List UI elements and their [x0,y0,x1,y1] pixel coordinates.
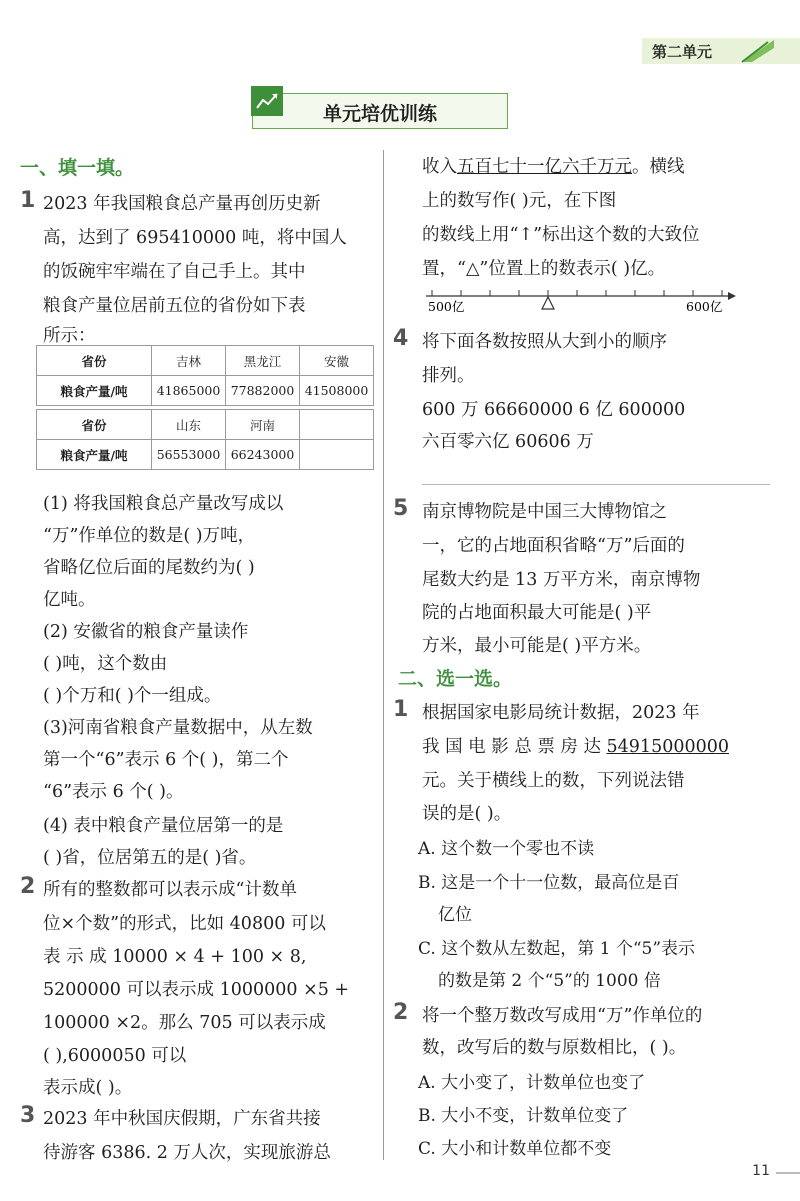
q4-line: 将下面各数按照从大到小的顺序 [422,332,667,352]
q1-sub-line: 第一个“6”表示 6 个( )，第二个 [43,750,289,770]
c1-line [422,733,729,758]
section-fill-heading: 一、填一填。 [20,157,135,179]
table-cell: 56553000 [152,440,226,470]
table-header-cell: 省份 [37,346,152,376]
number-line-left-label: 500亿 [428,299,465,314]
q1-sub-line: “万”作单位的数是( )万吨， [43,526,256,546]
q5-line: 尾数大约是 13 万平方米，南京博物 [422,570,701,590]
c2-option-c: C. 大小和计数单位都不变 [418,1139,612,1159]
triangle-marker-icon [542,297,554,309]
q1-line: 2023 年我国粮食总产量再创历史新 [43,194,321,214]
q1-number: 1 [20,188,36,213]
table-cell: 黑龙江 [226,346,300,376]
q2-line: ( ),6000050 可以 [43,1046,187,1066]
c2-option-a: A. 大小变了，计数单位也变了 [418,1073,646,1093]
c2-line: 数，改写后的数与原数相比，( )。 [422,1038,687,1058]
unit-label: 第二单元 [652,43,713,61]
q4-line: 排列。 [422,366,475,386]
q3-continued-line: 上的数写作( )元，在下图 [422,191,617,211]
q2-line: 表 示 成 10000 × 4 + 100 × 8, [43,947,307,967]
q1-line: 所示： [43,326,96,346]
q4-number: 4 [393,326,409,351]
table-header-cell: 粮食产量/吨 [37,440,152,470]
q2-line: 位×个数”的形式，比如 40800 可以 [43,914,326,934]
table-cell: 41865000 [152,376,226,406]
q1-sub-line: 亿吨。 [43,590,96,610]
q5-line: 方米，最小可能是( )平方米。 [422,636,652,656]
q3-line: 2023 年中秋国庆假期，广东省共接 [43,1109,321,1129]
table-cell: 66243000 [226,440,300,470]
table-cell: 安徽 [300,346,374,376]
c2-line: 将一个整万数改写成用“万”作单位的 [422,1006,703,1026]
q2-number: 2 [20,874,36,899]
q3-continued-line: 置，“△”位置上的数表示( )亿。 [422,259,666,279]
section-title-box [252,93,508,129]
c1-line: 根据国家电影局统计数据，2023 年 [422,703,700,723]
c1-underlined-number: 54915000000 [606,737,730,757]
q3-number: 3 [20,1103,36,1128]
table-cell: 77882000 [226,376,300,406]
table-cell [300,440,374,470]
q3-underlined-amount: 五百七十一亿六千万元 [457,157,632,177]
q1-sub-line: “6”表示 6 个( )。 [43,782,184,802]
q5-number: 5 [393,496,409,521]
page-number-bar [776,1172,800,1174]
q4-numbers-row: 六百零六亿 60606 万 [422,432,594,452]
table-cell: 41508000 [300,376,374,406]
c1-option-b: B. 这是一个十一位数，最高位是百 [418,873,680,893]
q5-line: 一，它的占地面积省略“万”后面的 [422,536,685,556]
q1-sub-line: (3)河南省粮食产量数据中，从左数 [43,718,313,738]
q2-line: 所有的整数都可以表示成“计数单 [43,880,297,900]
q1-sub-line: (4) 表中粮食产量位居第一的是 [43,816,284,836]
table-row [37,346,374,376]
c1-line: 元。关于横线上的数，下列说法错 [422,771,685,791]
answer-line [422,484,770,485]
unit-tab [642,38,800,64]
number-line-right-label: 600亿 [686,299,723,314]
table-cell: 山东 [152,410,226,440]
q5-line: 南京博物院是中国三大博物馆之 [422,502,667,522]
table-row [37,376,374,406]
q1-sub-line: ( )省，位居第五的是( )省。 [43,848,257,868]
q3-line: 待游客 6386. 2 万人次，实现旅游总 [43,1143,331,1163]
c1-option-a: A. 这个数一个零也不读 [418,839,595,859]
number-line [422,284,742,318]
q1-sub-line: 省略亿位后面的尾数约为( ) [43,558,255,578]
c1-option-c: C. 这个数从左数起，第 1 个“5”表示 [418,939,696,959]
q3-continued-line: 的数线上用“↑”标出这个数的大致位 [422,225,700,245]
c1-line: 误的是( )。 [422,804,512,824]
q5-line: 院的占地面积最大可能是( )平 [422,603,652,623]
q1-line: 的饭碗牢牢端在了自己手上。其中 [43,262,306,282]
number-line-arrow [728,292,736,300]
q1-line: 高，达到了 695410000 吨，将中国人 [43,228,347,248]
c1-option-b-cont: 亿位 [438,905,472,925]
table-header-cell: 省份 [37,410,152,440]
q1-sub-line: (1) 将我国粮食总产量改写成以 [43,494,284,514]
q3-text: 。横线 [632,157,685,177]
triangle-ruler-icon [738,38,778,64]
q3-text: 收入 [422,157,457,177]
c1-number: 1 [393,697,409,722]
q2-line: 5200000 可以表示成 1000000 ×5 + [43,980,350,1000]
page-title: 单元培优训练 [322,103,437,125]
c1-text: 我 国 电 影 总 票 房 达 [422,737,601,757]
q1-sub-line: (2) 安徽省的粮食产量读作 [43,622,249,642]
page-number: 11 [752,1163,770,1179]
q1-line: 粮食产量位居前五位的省份如下表 [43,296,306,316]
q1-sub-line: ( )吨，这个数由 [43,654,168,674]
q2-line: 表示成( )。 [43,1078,133,1098]
table-cell: 吉林 [152,346,226,376]
table-cell: 河南 [226,410,300,440]
c2-option-b: B. 大小不变，计数单位变了 [418,1106,629,1126]
section-choose-heading: 二、选一选。 [398,668,513,690]
q3-continued-line [422,153,685,178]
table-row [37,410,374,440]
q1-sub-line: ( )个万和( )个一组成。 [43,686,222,706]
grain-table [36,345,374,470]
table-header-cell: 粮食产量/吨 [37,376,152,406]
column-divider [383,150,384,1160]
c2-number: 2 [393,1000,409,1025]
c1-option-c-cont: 的数是第 2 个“5”的 1000 倍 [438,971,661,991]
q4-numbers-row: 600 万 66660000 6 亿 600000 [422,400,686,420]
table-cell [300,410,374,440]
q2-line: 100000 ×2。那么 705 可以表示成 [43,1013,326,1033]
table-row [37,440,374,470]
